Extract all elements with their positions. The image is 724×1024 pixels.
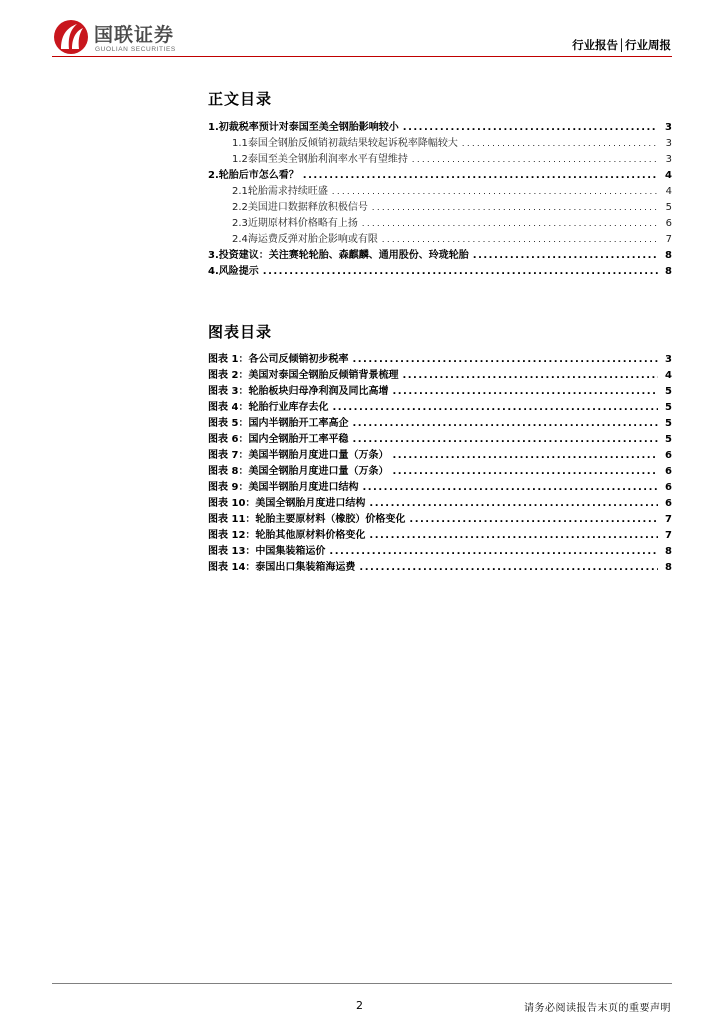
figure-number: 图表 1： [208,354,249,365]
page-ref: 7 [665,234,672,245]
section-title: 泰国全钢胎反倾销初裁结果较起诉税率降幅较大 [247,138,458,149]
dot-leader [403,120,658,136]
figure-title: 国内半钢胎开工率高企 [248,418,349,429]
contents-list [208,120,672,280]
section-number: 2. [208,170,219,181]
toc-entry[interactable] [208,152,672,168]
dot-leader [392,384,658,400]
figure-number: 图表 5： [208,418,249,429]
figure-entry[interactable] [208,368,672,384]
company-logo [52,18,192,58]
page-ref: 3 [665,354,672,365]
figure-entry[interactable] [208,480,672,496]
disclaimer-note: 请务必阅读报告末页的重要声明 [524,1003,671,1014]
figure-title: 轮胎主要原材料（橡胶）价格变化 [255,514,406,525]
figure-title: 轮胎板块归母净利润及同比高增 [248,386,389,397]
figure-entry[interactable] [208,464,672,480]
dot-leader [263,264,658,280]
dot-leader [332,184,658,200]
figure-title: 美国半钢胎月度进口量（万条） [248,450,389,461]
figure-entry[interactable] [208,528,672,544]
page-ref: 5 [665,386,672,397]
figure-title: 国内全钢胎开工率平稳 [248,434,349,445]
figures-list [208,352,672,576]
page-ref: 3 [665,122,672,133]
toc-entry[interactable] [208,120,672,136]
page-ref: 8 [665,266,672,277]
contents-title: 正文目录 [208,90,273,108]
guolian-logo-icon [52,18,90,56]
page-ref: 5 [665,434,672,445]
figure-title: 美国全钢胎月度进口结构 [255,498,366,509]
toc-entry[interactable] [208,136,672,152]
section-title: 轮胎需求持续旺盛 [247,186,328,197]
figure-title: 各公司反倾销初步税率 [248,354,349,365]
figure-entry[interactable] [208,352,672,368]
figure-entry[interactable] [208,384,672,400]
dot-leader [473,248,658,264]
section-title: 风险提示 [218,266,259,277]
footer-divider [52,983,672,984]
page-ref: 6 [665,482,672,493]
page-ref: 7 [665,514,672,525]
section-title: 投资建议：关注赛轮轮胎、森麒麟、通用股份、玲珑轮胎 [218,250,469,261]
dot-leader [352,416,658,432]
figure-title: 轮胎行业库存去化 [248,402,329,413]
dot-leader [369,528,658,544]
figure-entry[interactable] [208,432,672,448]
figure-number: 图表 10： [208,498,256,509]
page-ref: 3 [665,138,672,149]
figure-entry[interactable] [208,560,672,576]
figure-title: 美国对泰国全钢胎反倾销背景梳理 [248,370,399,381]
figure-number: 图表 3： [208,386,249,397]
figure-entry[interactable] [208,448,672,464]
page-ref: 6 [665,218,672,229]
figure-number: 图表 14： [208,562,256,573]
section-title: 轮胎后市怎么看？ [218,170,299,181]
section-number: 2.2 [232,202,248,213]
page-ref: 7 [665,530,672,541]
dot-leader [352,352,658,368]
page-ref: 6 [665,450,672,461]
section-title: 近期原材料价格略有上扬 [247,218,358,229]
figure-entry[interactable] [208,416,672,432]
dot-leader [392,448,658,464]
figure-number: 图表 9： [208,482,249,493]
section-title: 美国进口数据释放积极信号 [247,202,368,213]
figure-entry[interactable] [208,512,672,528]
section-title: 初裁税率预计对泰国至美全钢胎影响较小 [218,122,399,133]
figure-title: 轮胎其他原材料价格变化 [255,530,366,541]
toc-entry[interactable] [208,200,672,216]
toc-entry[interactable] [208,232,672,248]
page-ref: 3 [665,154,672,165]
page-ref: 8 [665,562,672,573]
section-title: 海运费反弹对胎企影响或有限 [247,234,378,245]
page-ref: 6 [665,466,672,477]
header-divider [52,56,672,57]
dot-leader [362,480,658,496]
dot-leader [409,512,658,528]
figure-title: 泰国出口集装箱海运费 [255,562,356,573]
figure-number: 图表 12： [208,530,256,541]
figure-number: 图表 4： [208,402,249,413]
section-number: 4. [208,266,219,277]
logo-name-cn: 国联证券 [94,24,175,46]
dot-leader [332,400,658,416]
toc-entry[interactable] [208,248,672,264]
dot-leader [352,432,658,448]
section-number: 2.1 [232,186,248,197]
dot-leader [412,152,658,168]
section-number: 1. [208,122,219,133]
toc-entry[interactable] [208,264,672,280]
figure-number: 图表 13： [208,546,256,557]
section-number: 1.2 [232,154,248,165]
dot-leader [359,560,658,576]
figure-number: 图表 2： [208,370,249,381]
dot-leader [362,216,658,232]
figures-title: 图表目录 [208,323,273,341]
figure-title: 中国集装箱运价 [255,546,326,557]
dot-leader [462,136,658,152]
section-number: 2.4 [232,234,248,245]
figure-number: 图表 7： [208,450,249,461]
figure-entry[interactable] [208,400,672,416]
dot-leader [369,496,658,512]
dot-leader [303,168,658,184]
page-ref: 4 [665,370,672,381]
page-ref: 8 [665,546,672,557]
section-title: 泰国至美全钢胎利润率水平有望维持 [247,154,408,165]
page-ref: 5 [665,202,672,213]
dot-leader [392,464,658,480]
dot-leader [402,368,658,384]
figure-number: 图表 6： [208,434,249,445]
figure-number: 图表 8： [208,466,249,477]
section-number: 3. [208,250,219,261]
dot-leader [372,200,658,216]
page-ref: 8 [665,250,672,261]
page-ref: 6 [665,498,672,509]
section-number: 2.3 [232,218,248,229]
figure-number: 图表 11： [208,514,256,525]
dot-leader [382,232,658,248]
figure-entry[interactable] [208,496,672,512]
figure-entry[interactable] [208,544,672,560]
report-type: 行业报告│行业周报 [572,38,671,52]
page-ref: 5 [665,402,672,413]
section-number: 1.1 [232,138,248,149]
toc-entry[interactable] [208,216,672,232]
toc-entry[interactable] [208,168,672,184]
figure-title: 美国全钢胎月度进口量（万条） [248,466,389,477]
figure-title: 美国半钢胎月度进口结构 [248,482,359,493]
dot-leader [329,544,658,560]
toc-entry[interactable] [208,184,672,200]
page-ref: 4 [665,170,672,181]
page-ref: 4 [665,186,672,197]
page-ref: 5 [665,418,672,429]
page-number: 2 [356,999,363,1012]
logo-name-en: GUOLIAN SECURITIES [95,46,176,53]
